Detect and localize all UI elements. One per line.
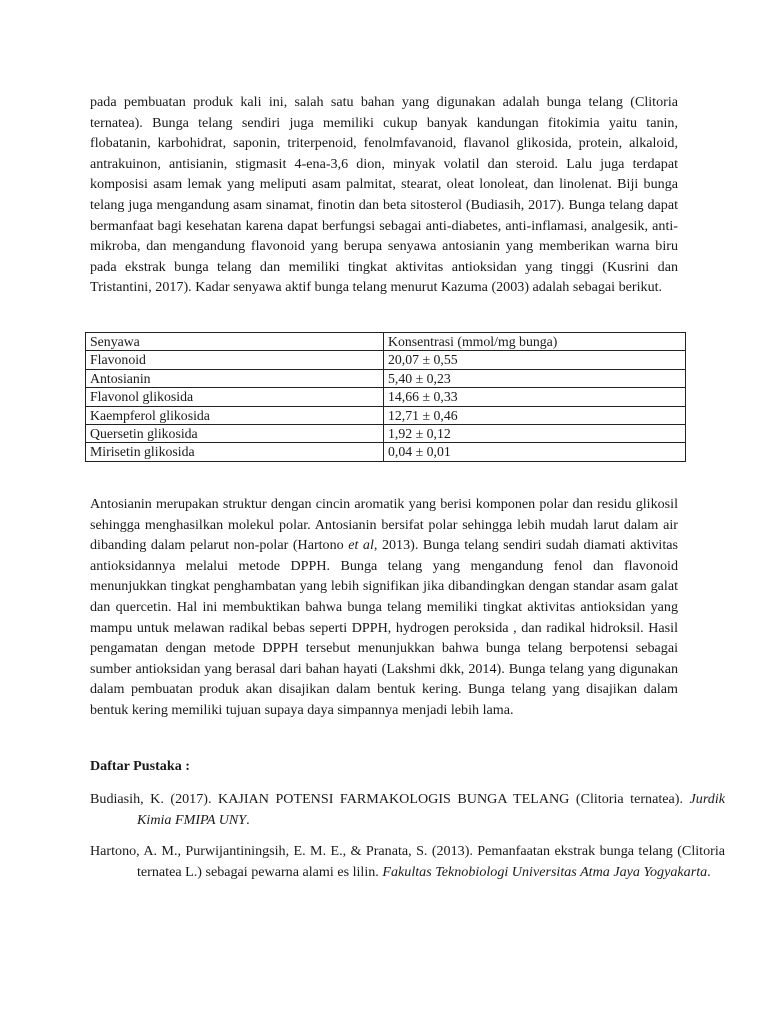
concentration-cell: 14,66 ± 0,33 xyxy=(384,388,686,406)
concentration-cell: 5,40 ± 0,23 xyxy=(384,369,686,387)
compound-name-cell: Mirisetin glikosida xyxy=(86,443,384,461)
concentration-cell: 20,07 ± 0,55 xyxy=(384,351,686,369)
reference-entry xyxy=(90,789,725,831)
reference-text: Budiasih, K. (2017). KAJIAN POTENSI FARMAKOLOGIS BUNGA TELANG (Clitoria ternatea). xyxy=(90,791,690,807)
reference-tail: . xyxy=(707,864,711,880)
reference-source: Fakultas Teknobiologi Universitas Atma Jaya Yogyakarta xyxy=(382,864,708,880)
concentration-cell: 12,71 ± 0,46 xyxy=(384,406,686,424)
compound-name-cell: Flavonoid xyxy=(86,351,384,369)
concentration-cell: 1,92 ± 0,12 xyxy=(384,425,686,443)
compound-name-cell: Flavonol glikosida xyxy=(86,388,384,406)
reference-text: Hartono, A. M., Purwijantiningsih, E. M. E., & Pranata, S. (2013). Pemanfaatan ekstrak bunga telang (Clitoria ternatea L.) sebagai pewarna alami es lilin. xyxy=(90,843,725,880)
paragraph-text: , 2013). Bunga telang sendiri sudah diamati aktivitas antioksidannya melalui metode DPPH. Bunga telang yang mengandung fenol dan flavonoid menunjukkan tingkat penghambatan yang lebih signifikan jika dibandingkan dengan standar asam galat dan quercetin. Hal ini membuktikan bahwa bunga telang memiliki tingkat aktivitas antioksidan yang mampu untuk melawan radikal bebas seperti DPPH, hydrogen peroksida , dan radikal hidroksil. Hasil pengamatan dengan metode DPPH tersebut menunjukkan bahwa bunga telang berpotensi sebagai sumber antioksidan yang berasal dari bahan hayati (Lakshmi dkk, 2014). Bunga telang yang digunakan dalam pembuatan produk akan disajikan dalam bentuk kering. Bunga telang yang disajikan dalam bentuk kering memiliki tujuan supaya daya simpannya menjadi lebih lama. xyxy=(90,537,678,718)
table-row xyxy=(86,369,686,387)
table-row xyxy=(86,388,686,406)
italic-citation: et al xyxy=(348,537,374,554)
compound-name-cell: Kaempferol glikosida xyxy=(86,406,384,424)
table-row xyxy=(86,443,686,461)
reference-source: Jurdik Kimia FMIPA UNY xyxy=(137,791,725,828)
references-heading: Daftar Pustaka : xyxy=(90,758,190,774)
reference-entry xyxy=(90,841,725,883)
table-header-cell: Senyawa xyxy=(86,333,384,351)
table-row xyxy=(86,406,686,424)
table-row xyxy=(86,351,686,369)
body-paragraph-1: pada pembuatan produk kali ini, salah satu bahan yang digunakan adalah bunga telang (Clitoria ternatea). Bunga telang sendiri juga memiliki cukup banyak kandungan fitokimia yaitu tanin, flobatanin, karbohidrat, saponin, triterpenoid, fenolmfavanoid, flavanol glikosida, protein, alkaloid, antrakuinon, antisianin, stigmasit 4-ena-3,6 dion, minyak volatil dan steroid. Lalu juga terdapat komposisi asam lemak yang meliputi asam palmitat, stearat, oleat lonoleat, dan linolenat. Biji bunga telang juga mengandung asam sinamat, finotin dan beta sitosterol (Budiasih, 2017). Bunga telang dapat bermanfaat bagi kesehatan karena dapat berfungsi sebagai anti-diabetes, anti-inflamasi, analgesik, anti-mikroba, dan mengandung flavonoid yang berupa senyawa antosianin yang memberikan warna biru pada ekstrak bunga telang dan memiliki tingkat aktivitas antioksidan yang tinggi (Kusrini dan Tristantini, 2017). Kadar senyawa aktif bunga telang menurut Kazuma (2003) adalah sebagai berikut. xyxy=(90,94,678,296)
table-header-cell: Konsentrasi (mmol/mg bunga) xyxy=(384,333,686,351)
compound-concentration-table xyxy=(85,332,686,462)
concentration-cell: 0,04 ± 0,01 xyxy=(384,443,686,461)
paragraph-text: Antosianin merupakan struktur dengan cincin aromatik yang berisi komponen polar dan residu glikosil sehingga menghasilkan molekul polar. Antosianin bersifat polar sehingga lebih mudah larut dalam air dibanding dalam pelarut non-polar (Hartono xyxy=(90,496,678,554)
compound-name-cell: Antosianin xyxy=(86,369,384,387)
table-header-row xyxy=(86,333,686,351)
reference-tail: . xyxy=(246,812,250,828)
compound-name-cell: Quersetin glikosida xyxy=(86,425,384,443)
table-row xyxy=(86,425,686,443)
body-paragraph-2 xyxy=(90,494,678,721)
